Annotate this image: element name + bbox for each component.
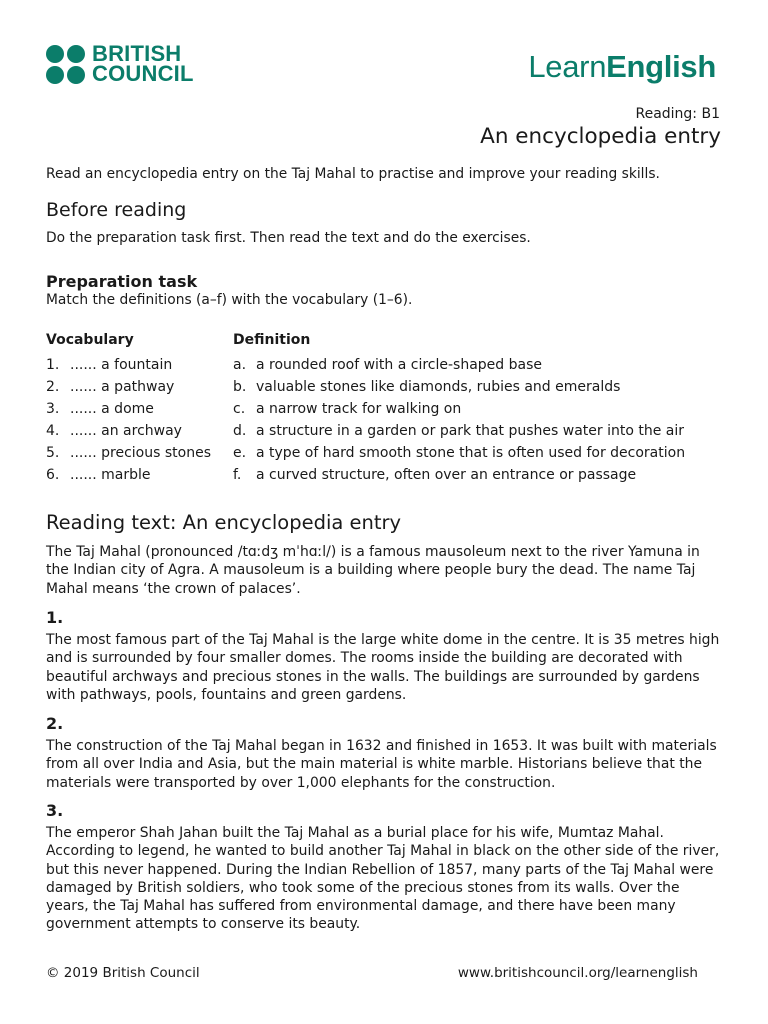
definition-letter: d. <box>233 423 247 439</box>
preparation-task-heading: Preparation task <box>46 272 198 291</box>
preparation-instruction: Match the definitions (a–f) with the vocabulary (1–6). <box>46 292 413 308</box>
british-council-logo <box>46 41 194 86</box>
logo-dot <box>46 45 64 63</box>
logo-dot <box>67 66 85 84</box>
page-title: An encyclopedia entry <box>480 124 721 149</box>
section-number: 1. <box>46 608 64 627</box>
definition-column-header: Definition <box>233 332 311 348</box>
definition-letter: e. <box>233 445 247 461</box>
footer-copyright: © 2019 British Council <box>46 965 200 981</box>
definition-letter: b. <box>233 379 247 395</box>
before-reading-heading: Before reading <box>46 199 187 221</box>
vocab-number: 2. <box>46 379 60 395</box>
section-paragraph: The emperor Shah Jahan built the Taj Mahal as a burial place for his wife, Mumtaz Mahal. According to legend, he wanted to build another Taj Mahal in black on the other side of the river, but this never happened. During the Indian Rebellion of 1857, many parts of the Taj Mahal were damaged by British soldiers, who took some of the precious stones from its walls. Over the years, the Taj Mahal has suffered from environmental damage, and there have been many government attempts to conserve its beauty. <box>46 825 720 933</box>
british-council-wordmark <box>92 41 194 86</box>
vocab-word: ...... a fountain <box>70 357 173 373</box>
vocab-number: 6. <box>46 467 60 483</box>
intro-text: Read an encyclopedia entry on the Taj Mahal to practise and improve your reading skills. <box>46 166 660 182</box>
reading-level: Reading: B1 <box>635 106 720 122</box>
logo-dot <box>67 45 85 63</box>
reading-text-heading: Reading text: An encyclopedia entry <box>46 511 402 534</box>
section-number: 2. <box>46 714 64 733</box>
vocab-word: ...... a dome <box>70 401 154 417</box>
learnenglish-logo-light: Learn <box>528 49 607 84</box>
section-paragraph: The most famous part of the Taj Mahal is the large white dome in the centre. It is 35 metres high and is surrounded by four smaller domes. The rooms inside the building are decorated with beautiful archways and precious stones in the walls. The buildings are surrounded by gardens with pathways, pools, fountains and green gardens. <box>46 632 720 703</box>
vocab-word: ...... a pathway <box>70 379 175 395</box>
definition-letter: f. <box>233 467 242 483</box>
vocab-word: ...... an archway <box>70 423 182 439</box>
before-reading-text: Do the preparation task first. Then read the text and do the exercises. <box>46 230 531 246</box>
brand-line-2: COUNCIL <box>92 61 194 86</box>
definition-text: a curved structure, often over an entrance or passage <box>256 467 637 483</box>
definition-text: a structure in a garden or park that pushes water into the air <box>256 423 685 439</box>
definition-letter: c. <box>233 401 246 417</box>
vocabulary-column-header: Vocabulary <box>46 332 134 348</box>
vocab-number: 3. <box>46 401 60 417</box>
definition-text: a narrow track for walking on <box>256 401 462 417</box>
british-council-dots-icon <box>46 45 85 84</box>
brand-line-1: BRITISH <box>92 41 182 66</box>
vocab-number: 5. <box>46 445 60 461</box>
vocab-word: ...... marble <box>70 467 151 483</box>
learnenglish-logo <box>528 49 716 85</box>
definition-text: a rounded roof with a circle-shaped base <box>256 357 543 373</box>
section-number: 3. <box>46 801 64 820</box>
learnenglish-logo-bold: English <box>606 49 716 84</box>
definition-text: a type of hard smooth stone that is often used for decoration <box>256 445 686 461</box>
definition-text: valuable stones like diamonds, rubies and emeralds <box>256 379 621 395</box>
section-paragraph: The construction of the Taj Mahal began in 1632 and finished in 1653. It was built with materials from all over India and Asia, but the main material is white marble. Historians believe that the materials were transported by over 1,000 elephants for the construction. <box>46 738 717 791</box>
definition-letter: a. <box>233 357 247 373</box>
vocab-number: 4. <box>46 423 60 439</box>
vocab-number: 1. <box>46 357 60 373</box>
reading-intro-paragraph: The Taj Mahal (pronounced /tɑːdʒ mˈhɑːl/) is a famous mausoleum next to the river Yamuna in the Indian city of Agra. A mausoleum is a building where people bury the dead. The name Taj Mahal means ‘the crown of palaces’. <box>46 544 700 597</box>
logo-dot <box>46 66 64 84</box>
footer-url: www.britishcouncil.org/learnenglish <box>457 965 698 981</box>
vocab-word: ...... precious stones <box>70 445 211 461</box>
